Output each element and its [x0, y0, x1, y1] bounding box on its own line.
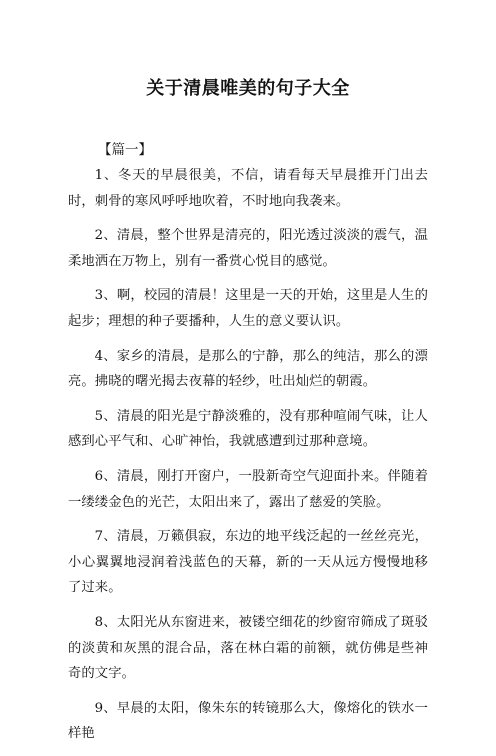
paragraph: 9、早晨的太阳，像朱东的转镜那么大，像熔化的铁水一样艳 [68, 700, 428, 742]
paragraph-list [68, 163, 428, 756]
section-label: 【篇一】 [98, 142, 152, 158]
paragraph: 4、家乡的清晨，是那么的宁静，那么的纯洁，那么的漂亮。拂晓的曙光揭去夜幕的轻纱，吐出灿烂的朝霞。 [68, 348, 428, 390]
paragraph: 8、太阳光从东窗进来，被镂空细花的纱窗帘筛成了斑驳的淡黄和灰黑的混合品，落在林白霜的前额，就仿佛是些神奇的文字。 [68, 614, 428, 682]
paragraph: 5、清晨的阳光是宁静淡雅的，没有那种喧闹气味，让人感到心平气和、心旷神怡，我就感遭到过那种意境。 [68, 408, 428, 450]
paragraph: 3、啊，校园的清晨！这里是一天的开始，这里是人生的起步；理想的种子要播种，人生的意义要认识。 [68, 288, 428, 329]
paragraph: 7、清晨，万籁俱寂，东边的地平线泛起的一丝丝亮光，小心翼翼地浸润着浅蓝色的天幕，新的一天从远方慢慢地移了过来。 [68, 529, 428, 596]
paragraph: 6、清晨，刚打开窗户，一股新奇空气迎面扑来。伴随着一缕缕金色的光芒，太阳出来了，露出了慈爱的笑脸。 [68, 468, 428, 510]
paragraph: 1、冬天的早晨很美，不信，请看每天早晨推开门出去时，刺骨的寒风呼呼地吹着，不时地向我袭来。 [68, 168, 428, 209]
paragraph: 2、清晨，整个世界是清亮的，阳光透过淡淡的震气，温柔地洒在万物上，别有一番赏心悦目的感觉。 [68, 228, 428, 269]
document-title: 关于清晨唯美的句子大全 [146, 78, 350, 99]
